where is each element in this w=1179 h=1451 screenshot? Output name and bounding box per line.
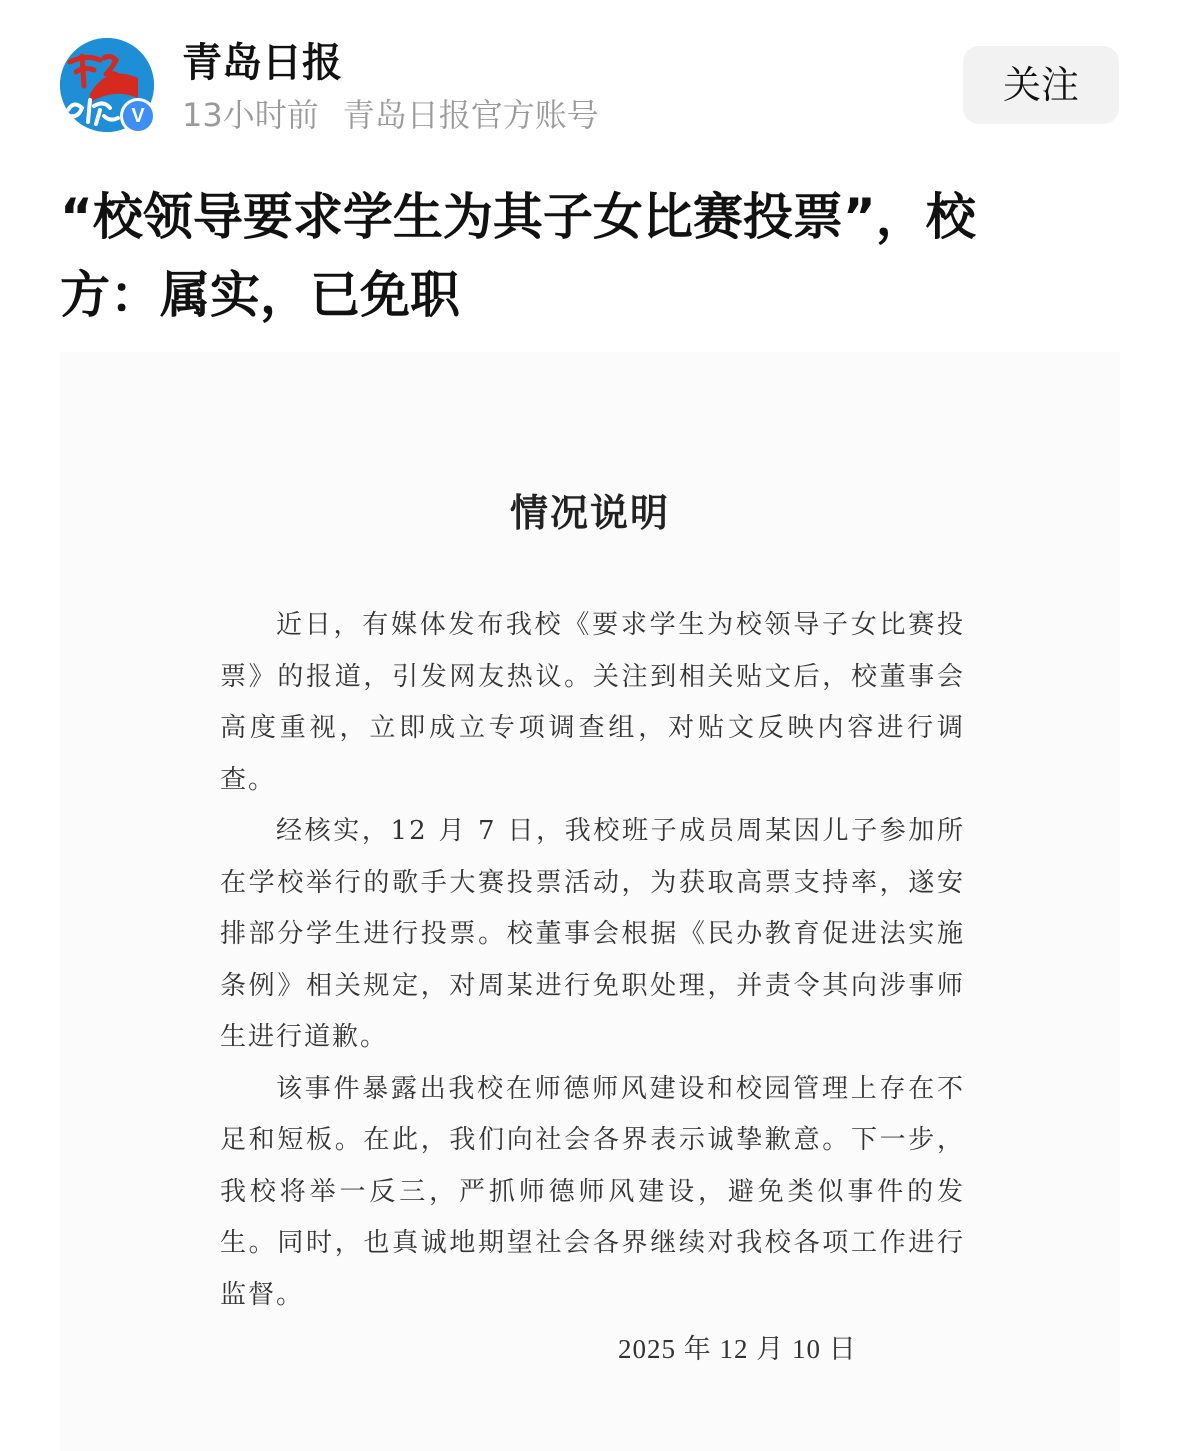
account-name[interactable]: 青岛日报 [182,40,342,86]
document-title: 情况说明 [509,490,670,535]
document-body [220,600,965,1321]
document-paragraph: 该事件暴露出我校在师德师风建设和校园管理上存在不足和短板。在此，我们向社会各界表示诚挚歉意。下一步，我校将举一反三，严抓师德师风建设，避免类似事件的发生。同时，也真诚地期望社会各界继续对我校各项工作进行监督。 [220,1073,965,1310]
article-headline: “校领导要求学生为其子女比赛投票”，校方：属实，已免职 [60,188,976,324]
document-paragraph: 经核实，12 月 7 日，我校班子成员周某因儿子参加所在学校举行的歌手大赛投票活动，为获取高票支持率，遂安排部分学生进行投票。校董事会根据《民办教育促进法实施条例》相关规定，对周某进行免职处理，并责令其向涉事师生进行道歉。 [220,816,965,1052]
account-description: 青岛日报官方账号 [342,96,599,134]
statement-document-image[interactable] [60,352,1120,1451]
document-paragraph: 近日，有媒体发布我校《要求学生为校领导子女比赛投票》的报道，引发网友热议。关注到相关贴文后，校董事会高度重视，立即成立专项调查组，对贴文反映内容进行调查。 [220,610,965,795]
follow-button[interactable]: 关注 [963,46,1119,124]
document-date: 2025 年 12 月 10 日 [618,1334,857,1364]
verified-badge-icon: V [120,98,156,134]
post-meta [182,92,599,138]
post-time: 13小时前 [182,96,319,134]
post-header [0,0,1179,150]
